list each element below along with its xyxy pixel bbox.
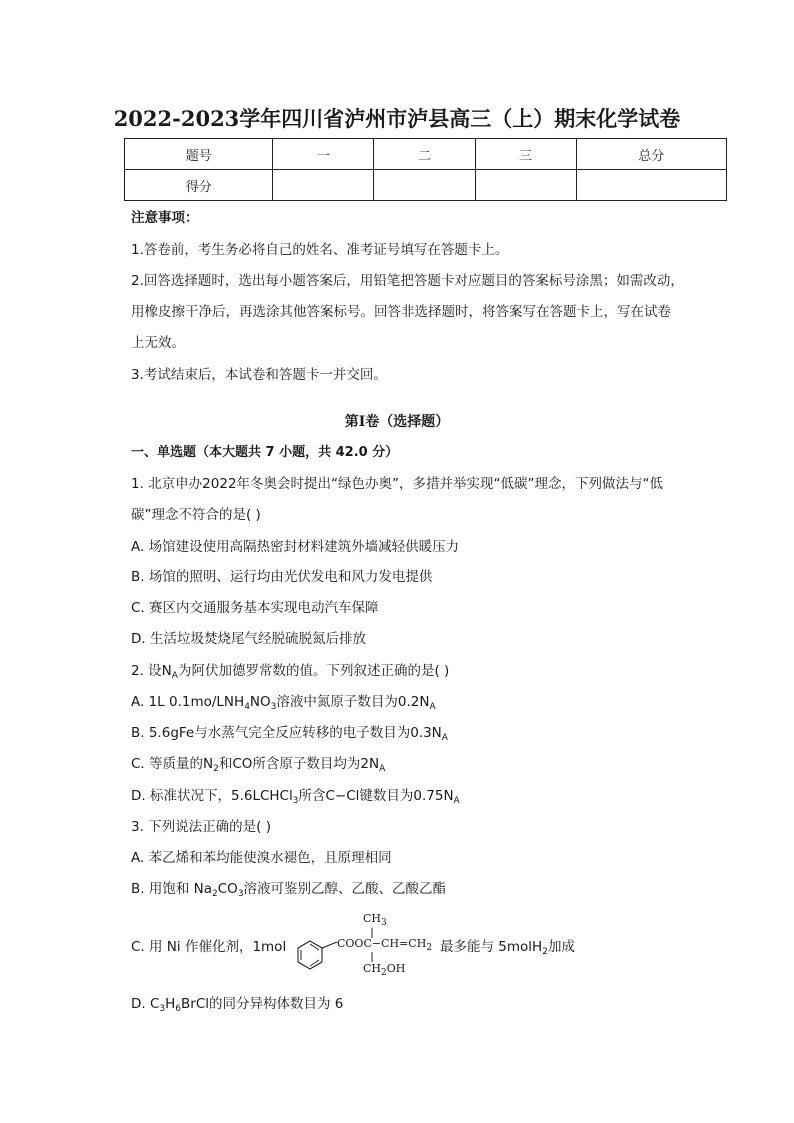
score-cell: [273, 170, 374, 201]
score-header-cell: 二: [374, 139, 475, 170]
score-header-cell: 总分: [576, 139, 726, 170]
q2-stem: 2. 设$N_A$为阿伏加德罗常数的值。下列叙述正确的是( ): [131, 663, 450, 681]
score-header-cell: 题号: [125, 139, 273, 170]
q2-option-c: C. 等质量的$N_2$和CO所含原子数目均为$2N_A$: [131, 756, 386, 774]
q1-option-d: D. 生活垃圾焚烧尾气经脱硫脱氮后排放: [131, 631, 366, 647]
q1-option-b: B. 场馆的照明、运行均由光伏发电和风力发电提供: [131, 569, 433, 585]
q3-option-b: B. 用饱和 $Na_2CO_3$溶液可鉴别乙醇、乙酸、乙酸乙酯: [131, 881, 447, 899]
q3-stem: 3. 下列说法正确的是( ): [131, 819, 271, 835]
note-item: 1.答卷前，考生务必将自己的姓名、准考证号填写在答题卡上。: [131, 242, 509, 258]
score-header-cell: 一: [273, 139, 374, 170]
q3-option-c-suffix: 最多能与 5molH$_2$加成: [440, 939, 575, 957]
score-cell: [576, 170, 726, 201]
q2-option-b: B. 5.6gFe与水蒸气完全反应转移的电子数目为$0.3N_A$: [131, 725, 448, 743]
section-title: 第Ⅰ卷（选择题）: [344, 414, 450, 430]
note-item: 上无效。: [131, 335, 185, 351]
q3-option-c-prefix: C. 用 Ni 作催化剂，1mol: [131, 939, 287, 955]
note-item: 用橡皮擦干净后，再选涂其他答案标号。回答非选择题时，将答案写在答题卡上，写在试卷: [131, 304, 671, 320]
q3-option-a: A. 苯乙烯和苯均能使溴水褪色，且原理相同: [131, 850, 392, 866]
score-row-label: 得分: [125, 170, 273, 201]
q2-option-a: A. 1L $0.1mo/LNH_4NO_3$溶液中氮原子数目为$0.2N_A$: [131, 694, 436, 712]
note-item: 2.回答选择题时，选出每小题答案后，用铅笔把答题卡对应题目的答案标号涂黑；如需改动，: [131, 273, 684, 289]
note-item: 3.考试结束后，本试卷和答题卡一并交回。: [131, 367, 387, 383]
q1-stem-line1: 1. 北京申办2022年冬奥会时提出“绿色办奥”，多措并举实现“低碳”理念，下列做法与“低: [131, 476, 663, 492]
score-cell: [374, 170, 475, 201]
hydroxymethyl-group: $CH_2OH$: [363, 962, 406, 978]
q1-option-c: C. 赛区内交通服务基本实现电动汽车保障: [131, 600, 379, 616]
structural-formula: [292, 908, 437, 980]
q1-stem-line2: 碳”理念不符合的是( ): [131, 507, 261, 523]
score-cell: [475, 170, 576, 201]
part-title: 一、单选题（本大题共 7 小题，共 42.0 分）: [131, 445, 399, 460]
q1-option-a: A. 场馆建设使用高隔热密封材料建筑外墙减轻供暖压力: [131, 539, 460, 555]
score-table-score-row: [125, 170, 727, 201]
notes-heading: 注意事项：: [131, 210, 199, 226]
score-table: [124, 138, 727, 201]
q3-option-d: D. $C_3H_6BrCl$的同分异构体数目为 6: [131, 996, 344, 1014]
score-header-cell: 三: [475, 139, 576, 170]
q2-option-d: D. 标准状况下，5.6LCHCl$_3$所含C−Cl键数目为$0.75N_A$: [131, 788, 460, 806]
score-table-header-row: [125, 139, 727, 170]
ester-chain: $COOC-CH=CH_2$: [337, 937, 433, 953]
exam-title: 2022-2023学年四川省泸州市泸县高三（上）期末化学试卷: [113, 106, 681, 131]
methyl-group: $CH_3$: [363, 912, 387, 928]
